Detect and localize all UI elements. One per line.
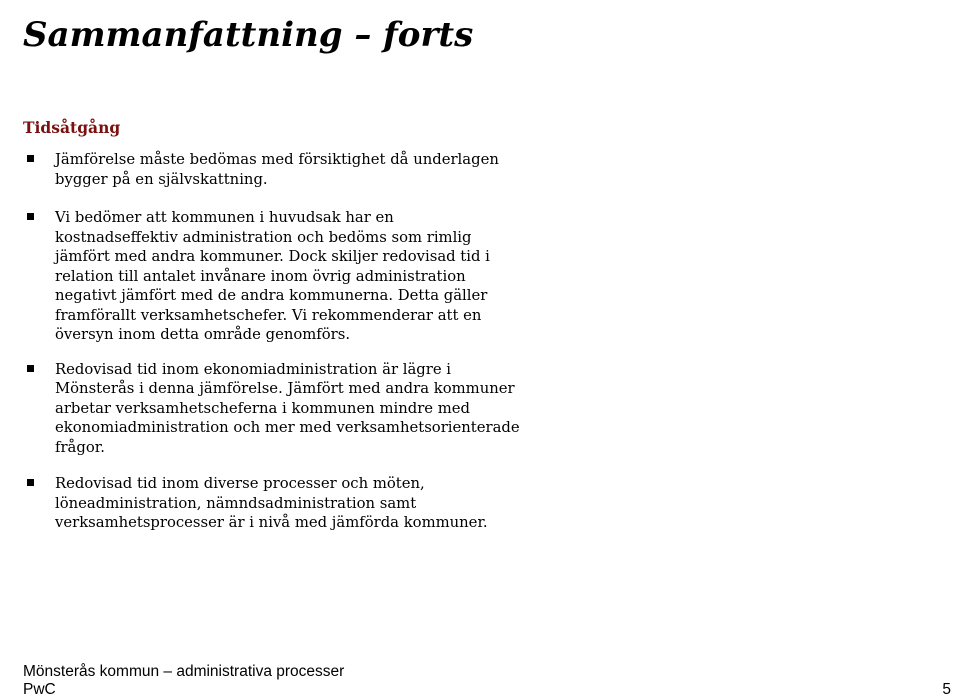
square-bullet-icon [27,365,34,372]
bullet-list [0,150,520,552]
bullet-item [0,360,520,458]
footer-source: Mönsterås kommun – administrativa processer [23,663,345,680]
page-number: 5 [942,681,951,698]
bullet-item [0,208,520,345]
footer-organization: PwC [23,681,56,698]
bullet-text: Redovisad tid inom ekonomiadministration är lägre i Mönsterås i denna jämförelse. Jämfört med andra kommuner arbetar verksamhetscheferna i kommunen mindre med ekonomiadministration och mer med verksamhetsorienterade frågor. [55,360,520,456]
bullet-text: Jämförelse måste bedömas med försiktighet då underlagen bygger på en självskattning. [55,151,499,188]
square-bullet-icon [27,155,34,162]
square-bullet-icon [27,479,34,486]
bullet-text: Redovisad tid inom diverse processer och möten, löneadministration, nämndsadministration samt verksamhetsprocesser är i nivå med jämförda kommuner. [55,475,488,531]
square-bullet-icon [27,213,34,220]
bullet-text: Vi bedömer att kommunen i huvudsak har en kostnadseffektiv administration och bedöms som rimlig jämfört med andra kommuner. Dock skiljer redovisad tid i relation till antalet invånare inom övrig administration negativt jämfört med de andra kommunerna. Detta gäller framförallt verksamhetschefer. Vi rekommenderar att en översyn inom detta område genomförs. [55,209,490,343]
bullet-item [0,474,520,533]
slide-title: Sammanfattning – forts [23,15,474,55]
bullet-item [0,150,520,189]
section-heading: Tidsåtgång [23,118,121,137]
